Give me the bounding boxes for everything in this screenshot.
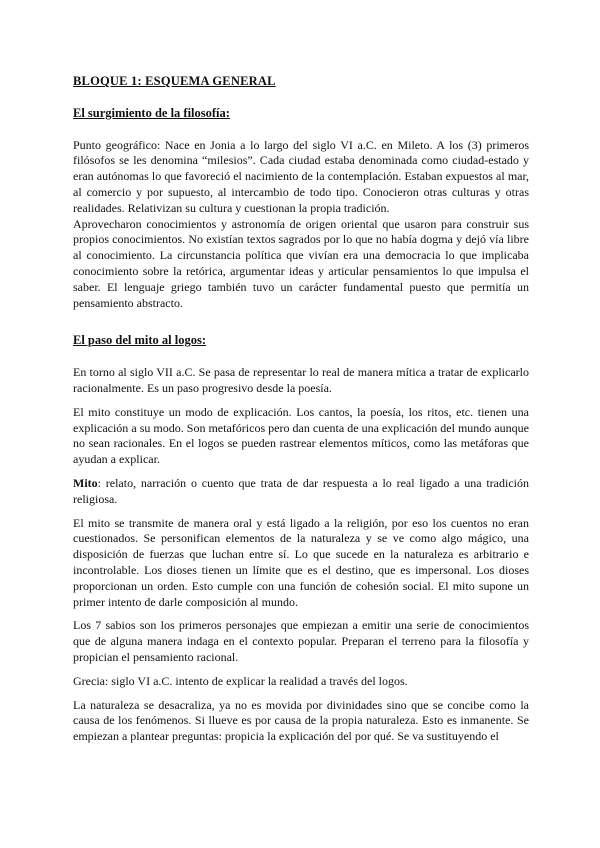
definition-text: : relato, narración o cuento que trata de dar respuesta a lo real ligado a una tradición religiosa. <box>73 475 529 506</box>
section-heading-surgimiento: El surgimiento de la filosofía: <box>73 105 230 120</box>
document-title: BLOQUE 1: ESQUEMA GENERAL <box>73 74 276 88</box>
paragraph-definition <box>73 476 529 508</box>
paragraph: Grecia: siglo VI a.C. intento de explicar la realidad a través del logos. <box>73 673 408 688</box>
paragraph: Los 7 sabios son los primeros personajes que empiezan a emitir una serie de conocimientos que de alguna manera indaga en el contexto popular. Preparan el terreno para la filosofía y propician el pensamiento racional. <box>73 618 529 664</box>
paragraph: Punto geográfico: Nace en Jonia a lo largo del siglo VI a.C. en Mileto. A los (3) primeros filósofos se les denomina “milesios”. Cada ciudad estaba denominada como ciudad-estado y eran autónomas lo que favoreció el nacimiento de la contemplación. Estaban expuestos al mar, al comercio y por supuesto, al intercambio de todo tipo. Conocieron otras culturas y otras realidades. Relativizan su cultura y cuestionan la propia tradición. <box>73 137 529 215</box>
paragraph: El mito se transmite de manera oral y está ligado a la religión, por eso los cuentos no eran cuestionados. Se personifican elementos de la naturaleza y se ve como algo mágico, una disposición de fuerzas que luchan entre sí. Lo que sucede en la naturaleza es arbitrario e incontrolable. Los dioses tienen un límite que es el destino, que es impersonal. Los dioses proporcionan un orden. Esto cumple con una función de cohesión social. El mito supone un primer intento de darle composición al mundo. <box>73 515 529 609</box>
paragraph: El mito constituye un modo de explicación. Los cantos, la poesía, los ritos, etc. tienen una explicación a su modo. Son metafóricos pero dan cuenta de una explicación del mundo aunque no sean racionales. En el logos se pueden rastrear elementos míticos, como las metáforas que ayudan a explicar. <box>73 404 529 467</box>
section-heading-mito-logos: El paso del mito al logos: <box>73 333 206 348</box>
document-body <box>73 74 529 753</box>
definition-term: Mito <box>73 475 98 490</box>
paragraph: En torno al siglo VII a.C. Se pasa de representar lo real de manera mítica a tratar de explicarlo racionalmente. Es un paso progresivo desde la poesía. <box>73 365 529 395</box>
paragraph: Aprovecharon conocimientos y astronomía de origen oriental que usaron para construir sus propios conocimientos. No existían textos sagrados por lo que no había dogma y dejó vía libre al conocimiento. La circunstancia política que vivían era una democracia lo que implicaba conocimiento sobre la retórica, argumentar ideas y articular pensamientos lo que impulsa el saber. El lenguaje griego también tuvo un carácter fundamental puesto que permitía un pensamiento abstracto. <box>73 216 529 310</box>
paragraph: La naturaleza se desacraliza, ya no es movida por divinidades sino que se concibe como la causa de los fenómenos. Si llueve es por causa de la propia naturaleza. Esto es inmanente. Se empiezan a plantear preguntas: propicia la explicación del por qué. Se va sustituyendo el <box>73 697 529 744</box>
